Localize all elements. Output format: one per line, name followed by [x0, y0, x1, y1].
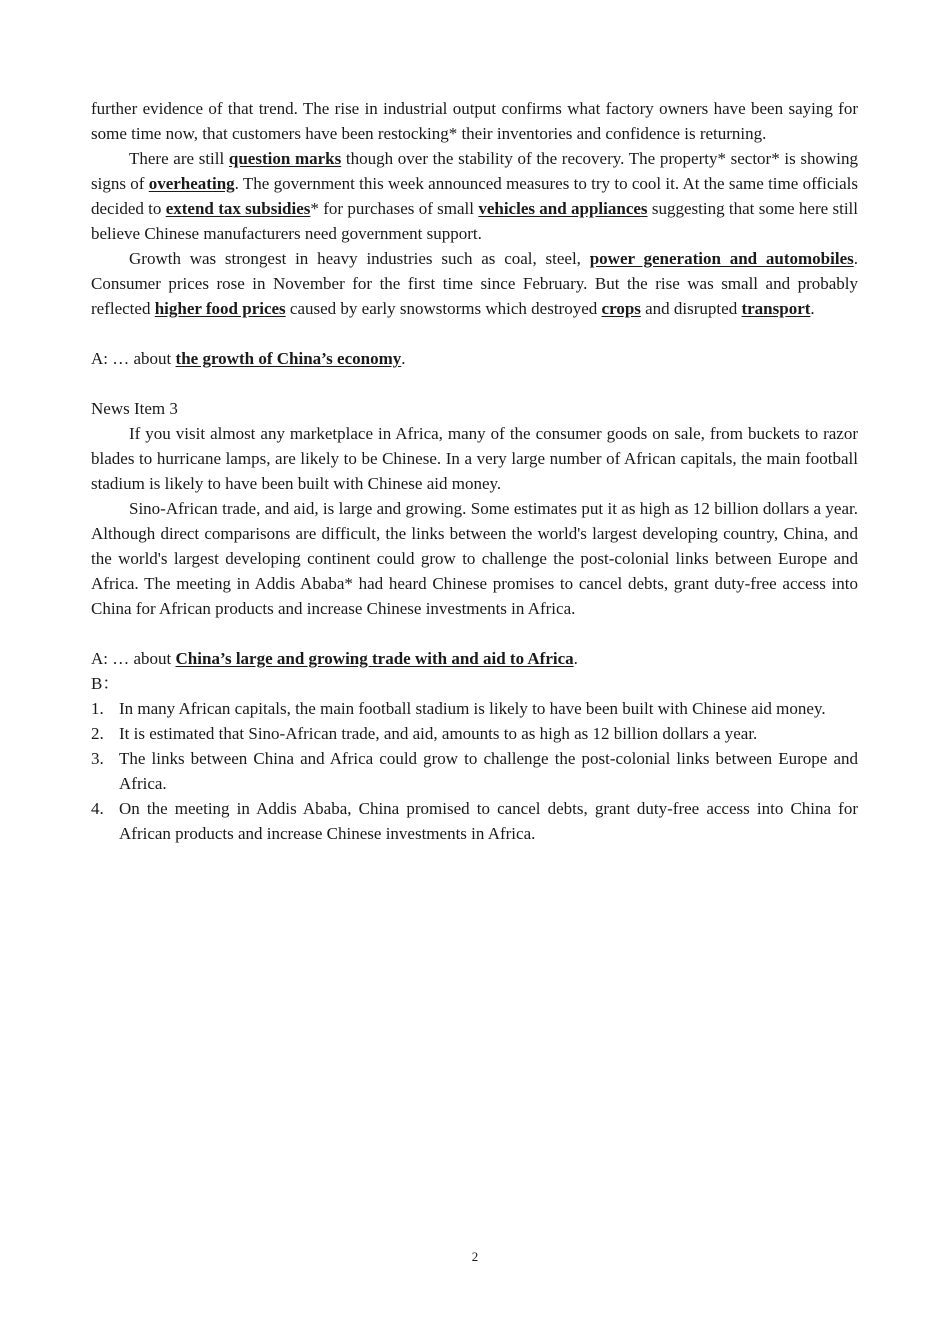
answer-phrase: the growth of China’s economy [175, 349, 402, 368]
item2-paragraph-1: further evidence of that trend. The rise in industrial output confirms what factory owners have been saying for some time now, that customers have been restocking* their inventories and confidence is returning. [91, 99, 858, 143]
key-phrase: overheating [148, 174, 235, 193]
key-phrase: power generation and automobiles [589, 249, 854, 268]
spacer [91, 621, 858, 646]
item3-heading: News Item 3 [91, 399, 178, 418]
page-number: 2 [471, 1249, 479, 1264]
list-item: 2. It is estimated that Sino-African trade, and aid, amounts to as high as 12 billion dollars a year. [91, 724, 758, 743]
key-phrase: question marks [228, 149, 342, 168]
item2-answer-a: A: … about the growth of China’s economy. [91, 349, 406, 368]
key-phrase: transport [741, 299, 811, 318]
document-page [91, 96, 858, 846]
list-item: 1. In many African capitals, the main football stadium is likely to have been built with Chinese aid money. [91, 699, 826, 718]
list-item: 4. On the meeting in Addis Ababa, China promised to cancel debts, grant duty-free access into China for African products and increase Chinese investments in Africa. [91, 799, 858, 843]
item3-paragraph-2: Sino-African trade, and aid, is large and growing. Some estimates put it as high as 12 billion dollars a year. Although direct comparisons are difficult, the links between the world's largest developing country, China, and the world's largest developing continent could grow to challenge the post-colonial links between Europe and Africa. The meeting in Addis Ababa* had heard Chinese promises to cancel debts, grant duty-free access into China for African products and increase Chinese investments in Africa. [91, 499, 858, 618]
answer-b-list [91, 696, 858, 846]
item3-answer-a: A: … about China’s large and growing trade with and aid to Africa. [91, 649, 578, 668]
answer-phrase: China’s large and growing trade with and aid to Africa [175, 649, 574, 668]
spacer [91, 321, 858, 346]
key-phrase: vehicles and appliances [478, 199, 648, 218]
item2-paragraph-2: There are still question marks though over the stability of the recovery. The property* sector* is showing signs of overheating. The government this week announced measures to try to cool it. At the same time officials decided to extend tax subsidies* for purchases of small vehicles and appliances suggesting that some here still believe Chinese manufacturers need government support. [91, 149, 858, 243]
item2-paragraph-3: Growth was strongest in heavy industries such as coal, steel, power generation and automobiles. Consumer prices rose in November for the first time since February. But the rise was small and probably reflected higher food prices caused by early snowstorms which destroyed crops and disrupted transport. [91, 249, 858, 318]
spacer [91, 371, 858, 396]
key-phrase: extend tax subsidies [165, 199, 311, 218]
item3-paragraph-1: If you visit almost any marketplace in Africa, many of the consumer goods on sale, from buckets to razor blades to hurricane lamps, are likely to be Chinese. In a very large number of African capitals, the main football stadium is likely to have been built with Chinese aid money. [91, 424, 858, 493]
list-item: 3. The links between China and Africa could grow to challenge the post-colonial links between Europe and Africa. [91, 749, 858, 793]
key-phrase: crops [601, 299, 641, 318]
key-phrase: higher food prices [154, 299, 286, 318]
item3-answer-b-label: B： [91, 674, 120, 693]
